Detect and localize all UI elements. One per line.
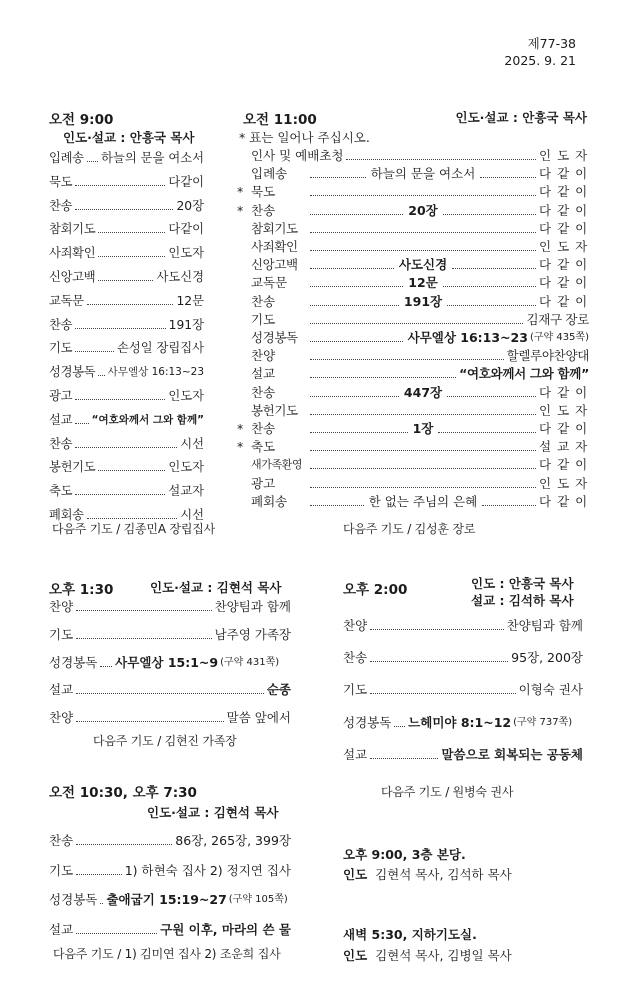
order-row <box>49 388 204 404</box>
dot-leader <box>346 159 536 160</box>
order-label-text: 신앙고백 <box>251 257 298 273</box>
order-row <box>49 655 291 671</box>
order-label-text: 인사 및 예배초청 <box>251 148 344 163</box>
order-value: 12문 <box>176 293 204 308</box>
dot-leader <box>310 341 403 342</box>
order-value: 20장 <box>176 198 204 213</box>
dot-leader <box>98 280 153 281</box>
order-leader: “여호와께서 그와 함께” <box>459 366 589 382</box>
order-value: 인도자 <box>168 246 204 261</box>
dot-leader <box>75 447 177 448</box>
service-leaders: 인도·설교 : 김현석 목사 <box>150 580 282 595</box>
order-value: 사도신경 <box>156 270 204 284</box>
order-label-text: 축도 <box>251 439 276 455</box>
order-leader: 다같이 <box>539 493 594 509</box>
service-leader: 인도 : 안흥국 목사 <box>471 576 574 591</box>
dot-leader <box>87 518 177 519</box>
bulletin-date: 2025. 9. 21 <box>504 53 576 68</box>
order-label-text: 참회기도 <box>251 220 298 236</box>
order-label: 찬송 <box>49 317 73 332</box>
order-label: 성경봉독 <box>49 365 96 380</box>
order-label <box>251 348 307 364</box>
order-label: 설교 <box>49 412 73 427</box>
dot-leader <box>310 432 408 433</box>
order-value: 86장, 265장, 399장 <box>175 833 291 848</box>
order-value: 사무엘상 15:1~9 <box>115 654 219 670</box>
order-label <box>251 312 307 328</box>
order-label <box>251 294 307 310</box>
dot-leader <box>100 666 112 667</box>
order-value: 시선 <box>180 508 204 522</box>
order-label: 찬양 <box>49 710 74 726</box>
order-label-text: 광고 <box>251 475 276 491</box>
order-leader: 다같이 <box>539 293 594 309</box>
order-row <box>343 747 583 763</box>
order-detail: 사무엘상 16:13~23 <box>407 330 528 345</box>
order-row <box>251 384 594 401</box>
order-detail: 191장 <box>403 293 443 309</box>
dot-leader <box>482 505 536 506</box>
dot-leader <box>310 286 403 287</box>
order-row <box>251 166 594 182</box>
order-row <box>343 715 583 731</box>
order-label-text: 기도 <box>251 311 276 327</box>
dot-leader <box>100 903 103 904</box>
order-label <box>251 239 307 255</box>
dot-leader <box>480 177 536 178</box>
order-label: 성경봉독 <box>49 892 98 908</box>
order-value: 시선 <box>180 436 204 451</box>
service-time: 오후 1:30 <box>49 582 114 598</box>
standing-note: * 표는 일어나 주십시오. <box>239 130 370 145</box>
order-value: 하늘의 문을 여소서 <box>101 151 204 165</box>
order-row <box>49 863 291 879</box>
order-leader: 다같이 <box>539 166 594 182</box>
dot-leader <box>76 933 157 934</box>
order-label <box>237 421 307 437</box>
order-label-text: 입례송 <box>251 166 288 182</box>
order-note: (구약 737쪽) <box>513 716 573 728</box>
dot-leader <box>447 396 536 397</box>
order-row <box>237 184 594 200</box>
order-label: 축도 <box>49 484 73 499</box>
order-row <box>49 599 291 615</box>
dot-leader <box>87 161 98 162</box>
order-row <box>49 627 291 643</box>
order-label <box>251 257 307 273</box>
dot-leader <box>310 195 536 196</box>
order-label: 설교 <box>343 746 368 762</box>
next-prayer: 다음주 기도 / 김종민A 장립집사 <box>52 522 216 536</box>
leader-names: 김현석 목사, 김석하 목사 <box>375 867 512 882</box>
order-leader: 다같이 <box>539 220 594 236</box>
order-row <box>49 340 204 356</box>
service-leaders: 인도·설교 : 안흥국 목사 <box>455 110 587 125</box>
dot-leader <box>76 610 211 611</box>
standing-mark: * <box>237 184 244 200</box>
order-label: 찬송 <box>49 436 73 451</box>
order-value: 이형숙 권사 <box>518 682 583 698</box>
order-value: 인도자 <box>168 460 204 475</box>
order-row <box>251 366 589 382</box>
order-value: “여호와께서 그와 함께” <box>91 413 204 426</box>
order-label: 입례송 <box>49 151 84 165</box>
order-row <box>49 710 291 726</box>
order-note: (구약 435쪽) <box>529 332 589 343</box>
order-row <box>49 922 291 938</box>
order-detail: 하늘의 문을 여소서 <box>370 166 476 182</box>
leader-label: 인도 <box>343 948 368 963</box>
dot-leader <box>75 351 114 352</box>
order-value: 설교자 <box>168 484 204 499</box>
order-row <box>251 493 594 510</box>
dot-leader <box>370 661 508 662</box>
dot-leader <box>76 721 223 722</box>
service-time: 새벽 5:30, 지하기도실. <box>343 927 477 942</box>
service-leaders-line <box>343 946 512 964</box>
order-row <box>343 682 583 698</box>
order-label-text: 찬송 <box>251 384 276 400</box>
order-value: 찬양팀과 함께 <box>214 599 291 614</box>
order-value: 191장 <box>168 317 204 332</box>
order-label: 성경봉독 <box>343 714 392 730</box>
order-label: 기도 <box>49 862 74 878</box>
dot-leader <box>452 268 536 269</box>
next-prayer: 다음주 기도 / 원병숙 권사 <box>381 785 514 799</box>
service-leaders-line <box>343 865 512 883</box>
order-label: 광고 <box>49 389 73 403</box>
order-value: 다같이 <box>168 222 204 237</box>
order-label-text: 찬송 <box>251 202 276 218</box>
dot-leader <box>310 377 456 378</box>
order-note: (구약 105쪽) <box>228 894 288 906</box>
dot-leader <box>310 232 536 233</box>
dot-leader <box>76 693 264 694</box>
order-label: 성경봉독 <box>49 654 98 670</box>
order-label <box>251 166 307 182</box>
order-row <box>49 245 204 261</box>
order-leader: 할렐루야찬양대 <box>506 348 589 364</box>
order-row <box>343 618 583 634</box>
dot-leader <box>310 250 536 251</box>
order-label: 사죄확인 <box>49 246 96 261</box>
order-row <box>49 412 204 428</box>
order-label <box>251 457 307 473</box>
dot-leader <box>310 268 394 269</box>
order-detail: 사도신경 <box>398 257 448 273</box>
order-label: 신앙고백 <box>49 270 96 284</box>
dot-leader <box>310 305 399 306</box>
order-leader: 인도자 <box>539 239 594 254</box>
dot-leader <box>310 505 364 506</box>
order-label-text: 폐회송 <box>251 493 288 509</box>
order-row <box>251 312 589 328</box>
order-value: 말씀 앞에서 <box>226 710 291 726</box>
dot-leader <box>394 726 405 727</box>
dot-leader <box>438 432 536 433</box>
order-label: 찬송 <box>49 198 73 213</box>
order-label <box>251 148 343 164</box>
next-prayer: 다음주 기도 / 김성훈 장로 <box>343 522 476 536</box>
order-row <box>251 257 594 273</box>
order-leader: 인도자 <box>539 475 594 491</box>
bulletin-number: 제77-38 <box>527 36 576 51</box>
order-row <box>49 221 204 237</box>
order-detail: 12문 <box>408 275 438 291</box>
order-row <box>49 364 204 380</box>
order-row <box>251 348 589 364</box>
order-leader: 다같이 <box>539 257 594 273</box>
order-label: 기도 <box>49 626 74 642</box>
order-row <box>251 330 589 346</box>
dot-leader <box>76 638 211 639</box>
order-value: 순종 <box>266 682 291 698</box>
dot-leader <box>75 423 88 424</box>
order-label <box>237 439 307 455</box>
leader-names: 김현석 목사, 김병일 목사 <box>375 948 512 963</box>
order-row <box>251 475 594 492</box>
order-row <box>49 459 204 475</box>
order-detail: 447장 <box>403 384 443 400</box>
order-leader: 인도자 <box>539 402 594 418</box>
order-value: 남주영 가족장 <box>214 626 291 642</box>
order-label <box>251 330 307 346</box>
order-row <box>251 402 594 419</box>
order-row <box>49 317 204 333</box>
order-row <box>49 682 291 698</box>
order-row <box>49 174 204 190</box>
order-label: 설교 <box>49 921 74 937</box>
order-row <box>49 833 291 849</box>
order-label: 폐회송 <box>49 508 84 522</box>
dot-leader <box>310 214 403 215</box>
order-row <box>343 650 583 666</box>
order-value: 구원 이후, 마라의 쓴 물 <box>160 921 291 937</box>
order-label: 교독문 <box>49 293 84 308</box>
order-row <box>237 202 594 219</box>
order-value: 손성일 장립집사 <box>116 341 204 356</box>
dot-leader <box>75 494 165 495</box>
order-label: 찬송 <box>49 833 74 848</box>
order-label: 기도 <box>49 341 73 356</box>
order-detail: 1장 <box>412 421 434 436</box>
order-label-text: 새가족환영 <box>251 458 303 472</box>
order-row <box>251 457 594 473</box>
order-value: 찬양팀과 함께 <box>506 618 583 633</box>
dot-leader <box>443 286 536 287</box>
dot-leader <box>310 487 536 488</box>
order-leader: 다같이 <box>539 184 594 200</box>
order-label <box>251 494 307 510</box>
service-time: 오전 10:30, 오후 7:30 <box>49 785 197 801</box>
next-prayer: 다음주 기도 / 1) 김미연 집사 2) 조운희 집사 <box>53 947 281 961</box>
order-row <box>251 148 594 164</box>
dot-leader <box>98 232 165 233</box>
dot-leader <box>310 177 366 178</box>
dot-leader <box>310 450 536 451</box>
order-value: 출애굽기 15:19~27 <box>106 892 227 908</box>
service-time: 오전 9:00 <box>49 112 114 128</box>
order-leader: 다같이 <box>539 421 594 436</box>
dot-leader <box>76 874 122 875</box>
standing-mark: * <box>237 202 244 218</box>
standing-mark: * <box>237 439 244 455</box>
service-leaders: 인도·설교 : 김현석 목사 <box>147 805 279 820</box>
order-leader: 인도자 <box>539 148 594 163</box>
dot-leader <box>87 304 174 305</box>
order-note: (구약 431쪽) <box>220 656 280 668</box>
dot-leader <box>75 328 165 329</box>
dot-leader <box>98 375 104 376</box>
order-label-text: 교독문 <box>251 275 288 291</box>
order-label-text: 묵도 <box>251 184 276 200</box>
order-label: 찬양 <box>343 618 368 633</box>
order-row <box>49 198 204 214</box>
order-value: 말씀으로 회복되는 공동체 <box>441 746 583 762</box>
order-row <box>251 293 594 310</box>
order-leader: 다같이 <box>539 275 594 291</box>
order-label-text: 찬송 <box>251 293 276 309</box>
order-leader: 다같이 <box>539 202 594 218</box>
order-label <box>251 476 307 492</box>
order-leader: 다같이 <box>539 457 594 473</box>
dot-leader <box>75 399 165 400</box>
order-label: 참회기도 <box>49 222 96 237</box>
order-leader: 다같이 <box>539 384 594 400</box>
order-detail: 한 없는 주님의 은혜 <box>368 493 478 509</box>
dot-leader <box>75 185 165 186</box>
dot-leader <box>370 629 503 630</box>
dot-leader <box>447 305 536 306</box>
order-row <box>251 220 594 237</box>
service-leaders: 인도·설교 : 안흥국 목사 <box>63 130 195 145</box>
order-label-text: 설교 <box>251 366 276 382</box>
dot-leader <box>310 468 536 469</box>
order-value: 95장, 200장 <box>511 650 583 666</box>
service-time: 오전 11:00 <box>243 112 317 128</box>
order-row <box>237 421 594 437</box>
order-label-text: 찬송 <box>251 421 276 436</box>
order-label-text: 사죄확인 <box>251 239 298 254</box>
order-value: 다같이 <box>168 174 204 189</box>
dot-leader <box>370 693 515 694</box>
order-row <box>49 150 204 166</box>
order-value: 사무엘상 16:13~23 <box>107 366 204 379</box>
order-value: 1) 하현숙 집사 2) 정지연 집사 <box>124 862 291 878</box>
order-label <box>251 403 307 419</box>
dot-leader <box>98 470 165 471</box>
order-row <box>49 269 204 285</box>
order-label <box>237 203 307 219</box>
order-label-text: 봉헌기도 <box>251 402 298 418</box>
order-leader: 김재구 장로 <box>526 311 589 327</box>
order-leader: 설교자 <box>539 439 594 455</box>
order-label <box>237 184 307 200</box>
order-label <box>251 275 307 291</box>
order-row <box>237 439 594 455</box>
order-label-text: 찬양 <box>251 348 276 364</box>
dot-leader <box>310 396 399 397</box>
order-label: 찬양 <box>49 599 74 614</box>
order-value: 느헤미야 8:1~12 <box>408 714 512 730</box>
order-label <box>251 221 307 237</box>
service-preacher: 설교 : 김석하 목사 <box>471 593 574 608</box>
order-row <box>49 892 291 908</box>
order-row <box>49 293 204 309</box>
dot-leader <box>443 214 536 215</box>
order-label-text: 성경봉독 <box>251 330 298 345</box>
order-value: 인도자 <box>168 389 204 403</box>
service-time: 오후 9:00, 3층 본당. <box>343 847 466 862</box>
dot-leader <box>310 414 536 415</box>
order-label <box>251 366 307 382</box>
next-prayer: 다음주 기도 / 김현진 가족장 <box>93 734 237 748</box>
order-row <box>49 436 204 452</box>
dot-leader <box>75 209 173 210</box>
dot-leader <box>310 359 504 360</box>
dot-leader <box>310 323 523 324</box>
order-row <box>251 275 594 291</box>
dot-leader <box>76 844 172 845</box>
order-label: 찬송 <box>343 650 368 666</box>
dot-leader <box>370 758 438 759</box>
order-label: 기도 <box>343 682 368 698</box>
order-label: 묵도 <box>49 174 73 189</box>
order-label: 봉헌기도 <box>49 460 96 475</box>
order-row <box>49 483 204 499</box>
dot-leader <box>98 256 165 257</box>
order-detail: 20장 <box>408 202 438 218</box>
order-row <box>251 239 594 255</box>
service-time: 오후 2:00 <box>343 582 408 598</box>
order-label <box>251 385 307 401</box>
leader-label: 인도 <box>343 867 368 882</box>
order-label: 설교 <box>49 682 74 698</box>
standing-mark: * <box>237 421 244 436</box>
